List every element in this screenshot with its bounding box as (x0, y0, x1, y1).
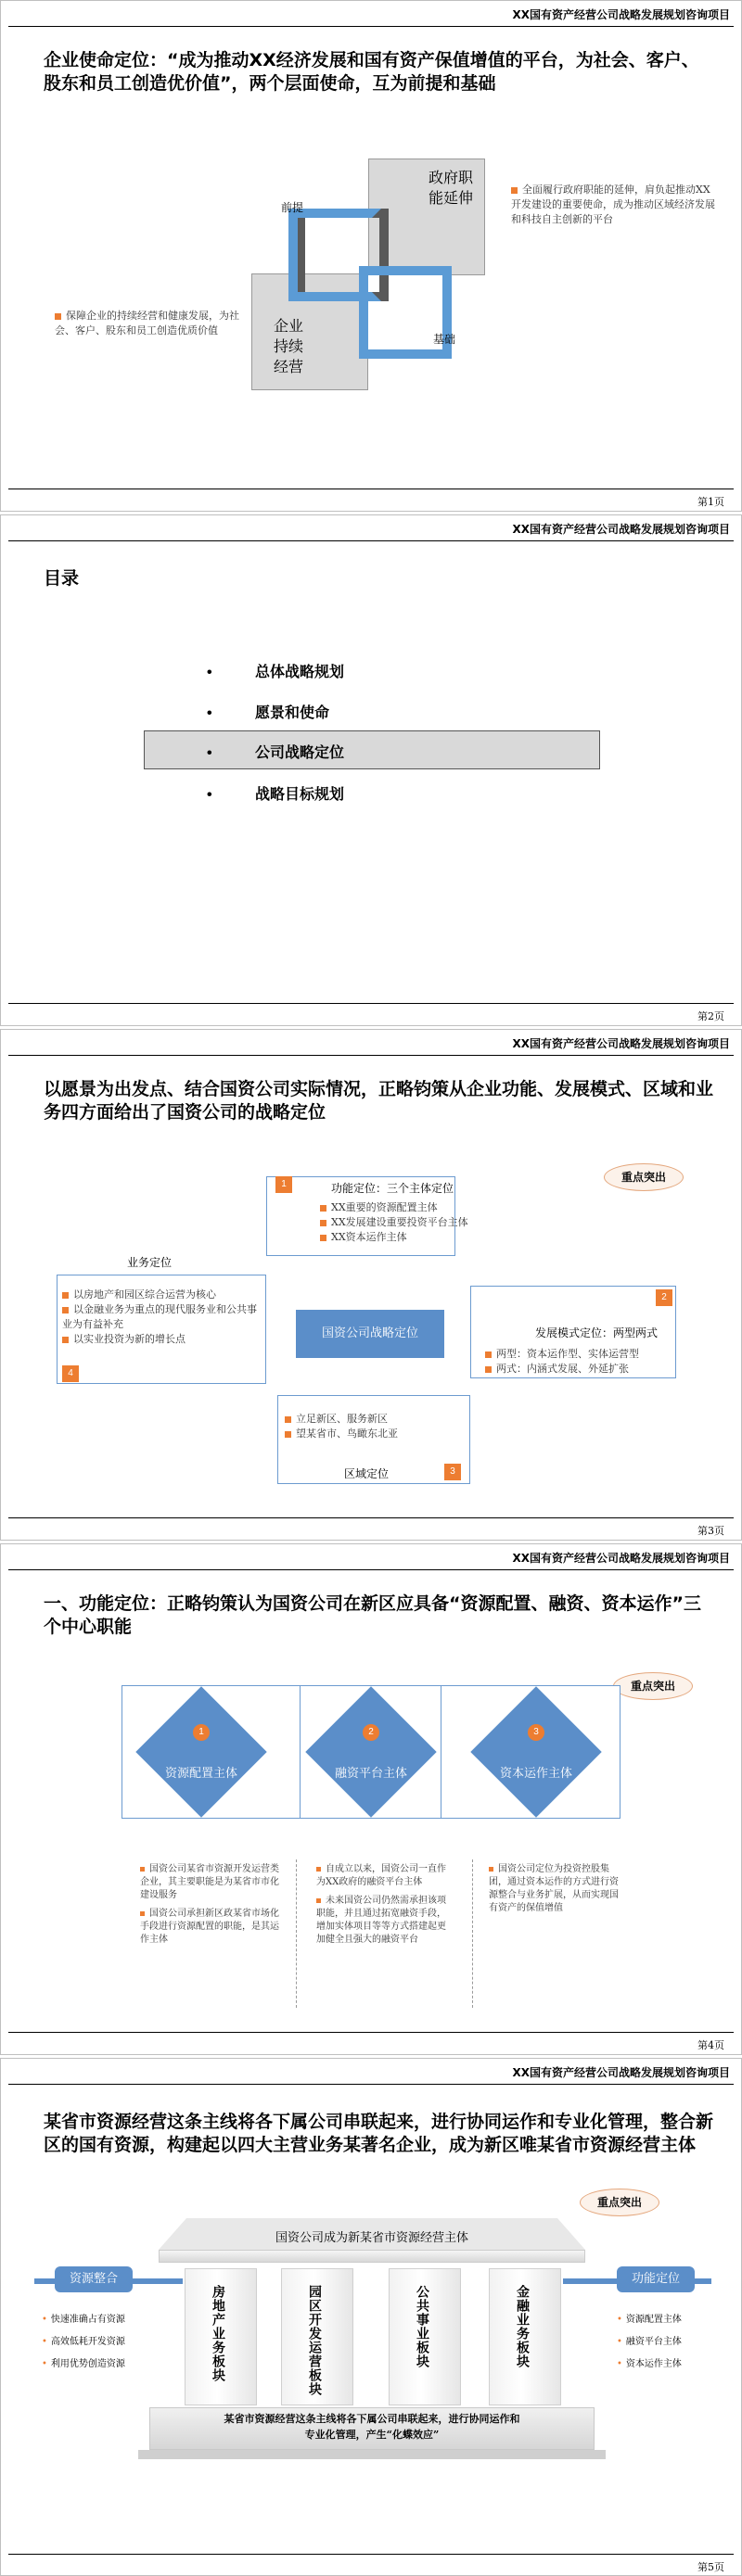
badge-2: 2 (656, 1289, 672, 1306)
toc-item-1[interactable]: • 总体战略规划 (207, 665, 345, 680)
left-desc (55, 309, 240, 338)
header-text: XX国有资产经营公司战略发展规划咨询项目 (512, 1552, 730, 1565)
page-number: 第4页 (697, 2039, 724, 2051)
toc-item-2[interactable]: • 愿景和使命 (207, 705, 330, 721)
footer-line (8, 2554, 734, 2555)
toc-item-label: 战略目标规划 (255, 787, 345, 803)
roof-beam (159, 2250, 585, 2263)
pillar-label-4: 金融业务板块 (515, 2285, 530, 2368)
slide-4 (0, 1543, 742, 2055)
toc-item-label: 愿景和使命 (255, 705, 330, 721)
toc-item-3[interactable]: • 公司战略定位 (207, 745, 345, 761)
header-line (8, 26, 734, 27)
func-title: 功能定位：三个主体定位 (331, 1182, 454, 1195)
right-tag: 功能定位 (617, 2266, 695, 2292)
biz-list: 以房地产和园区综合运营为核心 以金融业务为重点的现代服务业和公共事业为有益补充 以实业投资为新的增长点 (62, 1288, 257, 1345)
footer-line (8, 1003, 734, 1004)
col-divider-2 (472, 1859, 473, 2008)
focus-badge: 重点突出 (613, 1672, 693, 1700)
slide-5 (0, 2058, 742, 2576)
roof-label: 国资公司成为新某省市资源经营主体 (275, 2231, 468, 2245)
page-number: 第3页 (697, 1525, 724, 1537)
premise-label: 前提 (281, 201, 304, 214)
left-desc-text: 保障企业的持续经营和健康发展，为社会、客户、股东和员工创造优质价值 (55, 310, 239, 336)
center-box: 国资公司战略定位 (296, 1310, 444, 1358)
mission-diagram (251, 159, 493, 390)
badge-1: 1 (275, 1176, 292, 1193)
base-label: 某省市资源经营这条主线将各下属公司串联起来，进行协同运作和专业化管理，产生“化蝶效应” (224, 2413, 520, 2441)
focus-badge: 重点突出 (604, 1163, 684, 1191)
badge-3: 3 (444, 1464, 461, 1480)
dev-title: 发展模式定位：两型两式 (535, 1326, 659, 1339)
right-desc (511, 183, 715, 227)
diamond-label-1: 资源配置主体 (164, 1767, 237, 1781)
slide-title: 以愿景为出发点、结合国资公司实际情况，正略钧策从企业功能、发展模式、区域和业务四方面给出了国资公司的战略定位 (44, 1079, 714, 1123)
badge-1: 1 (193, 1724, 210, 1741)
toc-title: 目录 (44, 568, 80, 589)
slide-title: 企业使命定位：“成为推动XX经济发展和国有资产保值增值的平台，为社会、客户、股东和员工创造优价值”，两个层面使命，互为前提和基础 (44, 50, 699, 94)
slide-title: 一、功能定位：正略钧策认为国资公司在新区应具备“资源配置、融资、资本运作”三个中心职能 (44, 1593, 701, 1637)
header-line (8, 1055, 734, 1056)
gov-label: 政府职能延伸 (428, 169, 473, 207)
toc-item-4[interactable]: • 战略目标规划 (207, 787, 345, 803)
col-1: 国资公司某省市资源开发运营类企业，其主要职能是为某省市市化建设服务 国资公司承担新区政某省市场化手段进行资源配置的职能，是其运作主体 (140, 1864, 279, 1945)
header-line (8, 540, 734, 541)
badge-3: 3 (528, 1724, 544, 1741)
header-text: XX国有资产经营公司战略发展规划咨询项目 (512, 1037, 730, 1050)
page-number: 第1页 (697, 496, 724, 508)
area-list: 立足新区、服务新区 望某省市、鸟瞰东北亚 (285, 1412, 470, 1441)
left-list: • 快速准确占有资源 • 高效低耗开发资源 • 利用优势创造资源 (42, 2315, 125, 2369)
dev-list: 两型：资本运作型、实体运营型 两式：内涵式发展、外延扩张 (485, 1347, 689, 1377)
badge-4: 4 (62, 1365, 79, 1382)
col-divider-1 (296, 1859, 297, 2008)
col-3: 国资公司定位为投资控股集团，通过资本运作的方式进行资源整合与业务扩展，从而实现国有资产的保值增值 (489, 1864, 619, 1913)
pillar-label-2: 园区开发运营板块 (307, 2285, 322, 2396)
pillar-label-1: 房地产业务板块 (211, 2285, 225, 2382)
header-line (8, 1569, 734, 1570)
toc-item-label: 公司战略定位 (255, 745, 345, 761)
area-title: 区域定位 (344, 1467, 390, 1480)
toc-item-label: 总体战略规划 (255, 665, 345, 680)
pillar-label-3: 公共事业板块 (415, 2285, 429, 2368)
func-list: XX重要的资源配置主体 XX发展建设重要投资平台主体 XX资本运作主体 (320, 1200, 552, 1245)
header-text: XX国有资产经营公司战略发展规划咨询项目 (512, 523, 730, 536)
slide-1 (0, 0, 742, 512)
slide-2 (0, 514, 742, 1026)
diamond-label-3: 资本运作主体 (499, 1767, 572, 1781)
footer-line (8, 2032, 734, 2033)
slide-3 (0, 1029, 742, 1541)
header-text: XX国有资产经营公司战略发展规划咨询项目 (512, 2066, 730, 2079)
header-line (8, 2084, 734, 2085)
col-2: 自成立以来，国资公司一直作为XX政府的融资平台主体 未来国资公司仍然需承担该项职能，并且通过拓宽融资手段，增加实体项目等等方式搭建起更加健全且强大的融资平台 (316, 1864, 446, 1945)
bullet-icon (55, 313, 61, 320)
diamond-label-2: 融资平台主体 (334, 1767, 407, 1781)
left-tag: 资源整合 (55, 2266, 133, 2292)
temple-foot (138, 2450, 606, 2459)
biz-title: 业务定位 (127, 1256, 173, 1269)
page-number: 第2页 (697, 1010, 724, 1022)
badge-2: 2 (363, 1724, 379, 1741)
right-desc-text: 全面履行政府职能的延伸，肩负起推动XX开发建设的重要使命，成为推动区域经济发展和科技自主创新的平台 (511, 184, 715, 225)
panel-divider-1 (300, 1685, 301, 1819)
focus-badge: 重点突出 (580, 2189, 659, 2216)
footer-line (8, 1517, 734, 1518)
basis-label: 基础 (433, 333, 456, 346)
right-list: • 资源配置主体 • 融资平台主体 • 资本运作主体 (617, 2315, 682, 2369)
page-number: 第5页 (697, 2561, 724, 2573)
slide-title: 某省市资源经营这条主线将各下属公司串联起来，进行协同运作和专业化管理，整合新区的国有资源，构建起以四大主营业务某著名企业，成为新区唯某省市资源经营主体 (44, 2112, 714, 2155)
bullet-icon (511, 187, 518, 194)
ent-label: 企业持续经营 (273, 317, 303, 375)
header-text: XX国有资产经营公司战略发展规划咨询项目 (512, 8, 730, 21)
